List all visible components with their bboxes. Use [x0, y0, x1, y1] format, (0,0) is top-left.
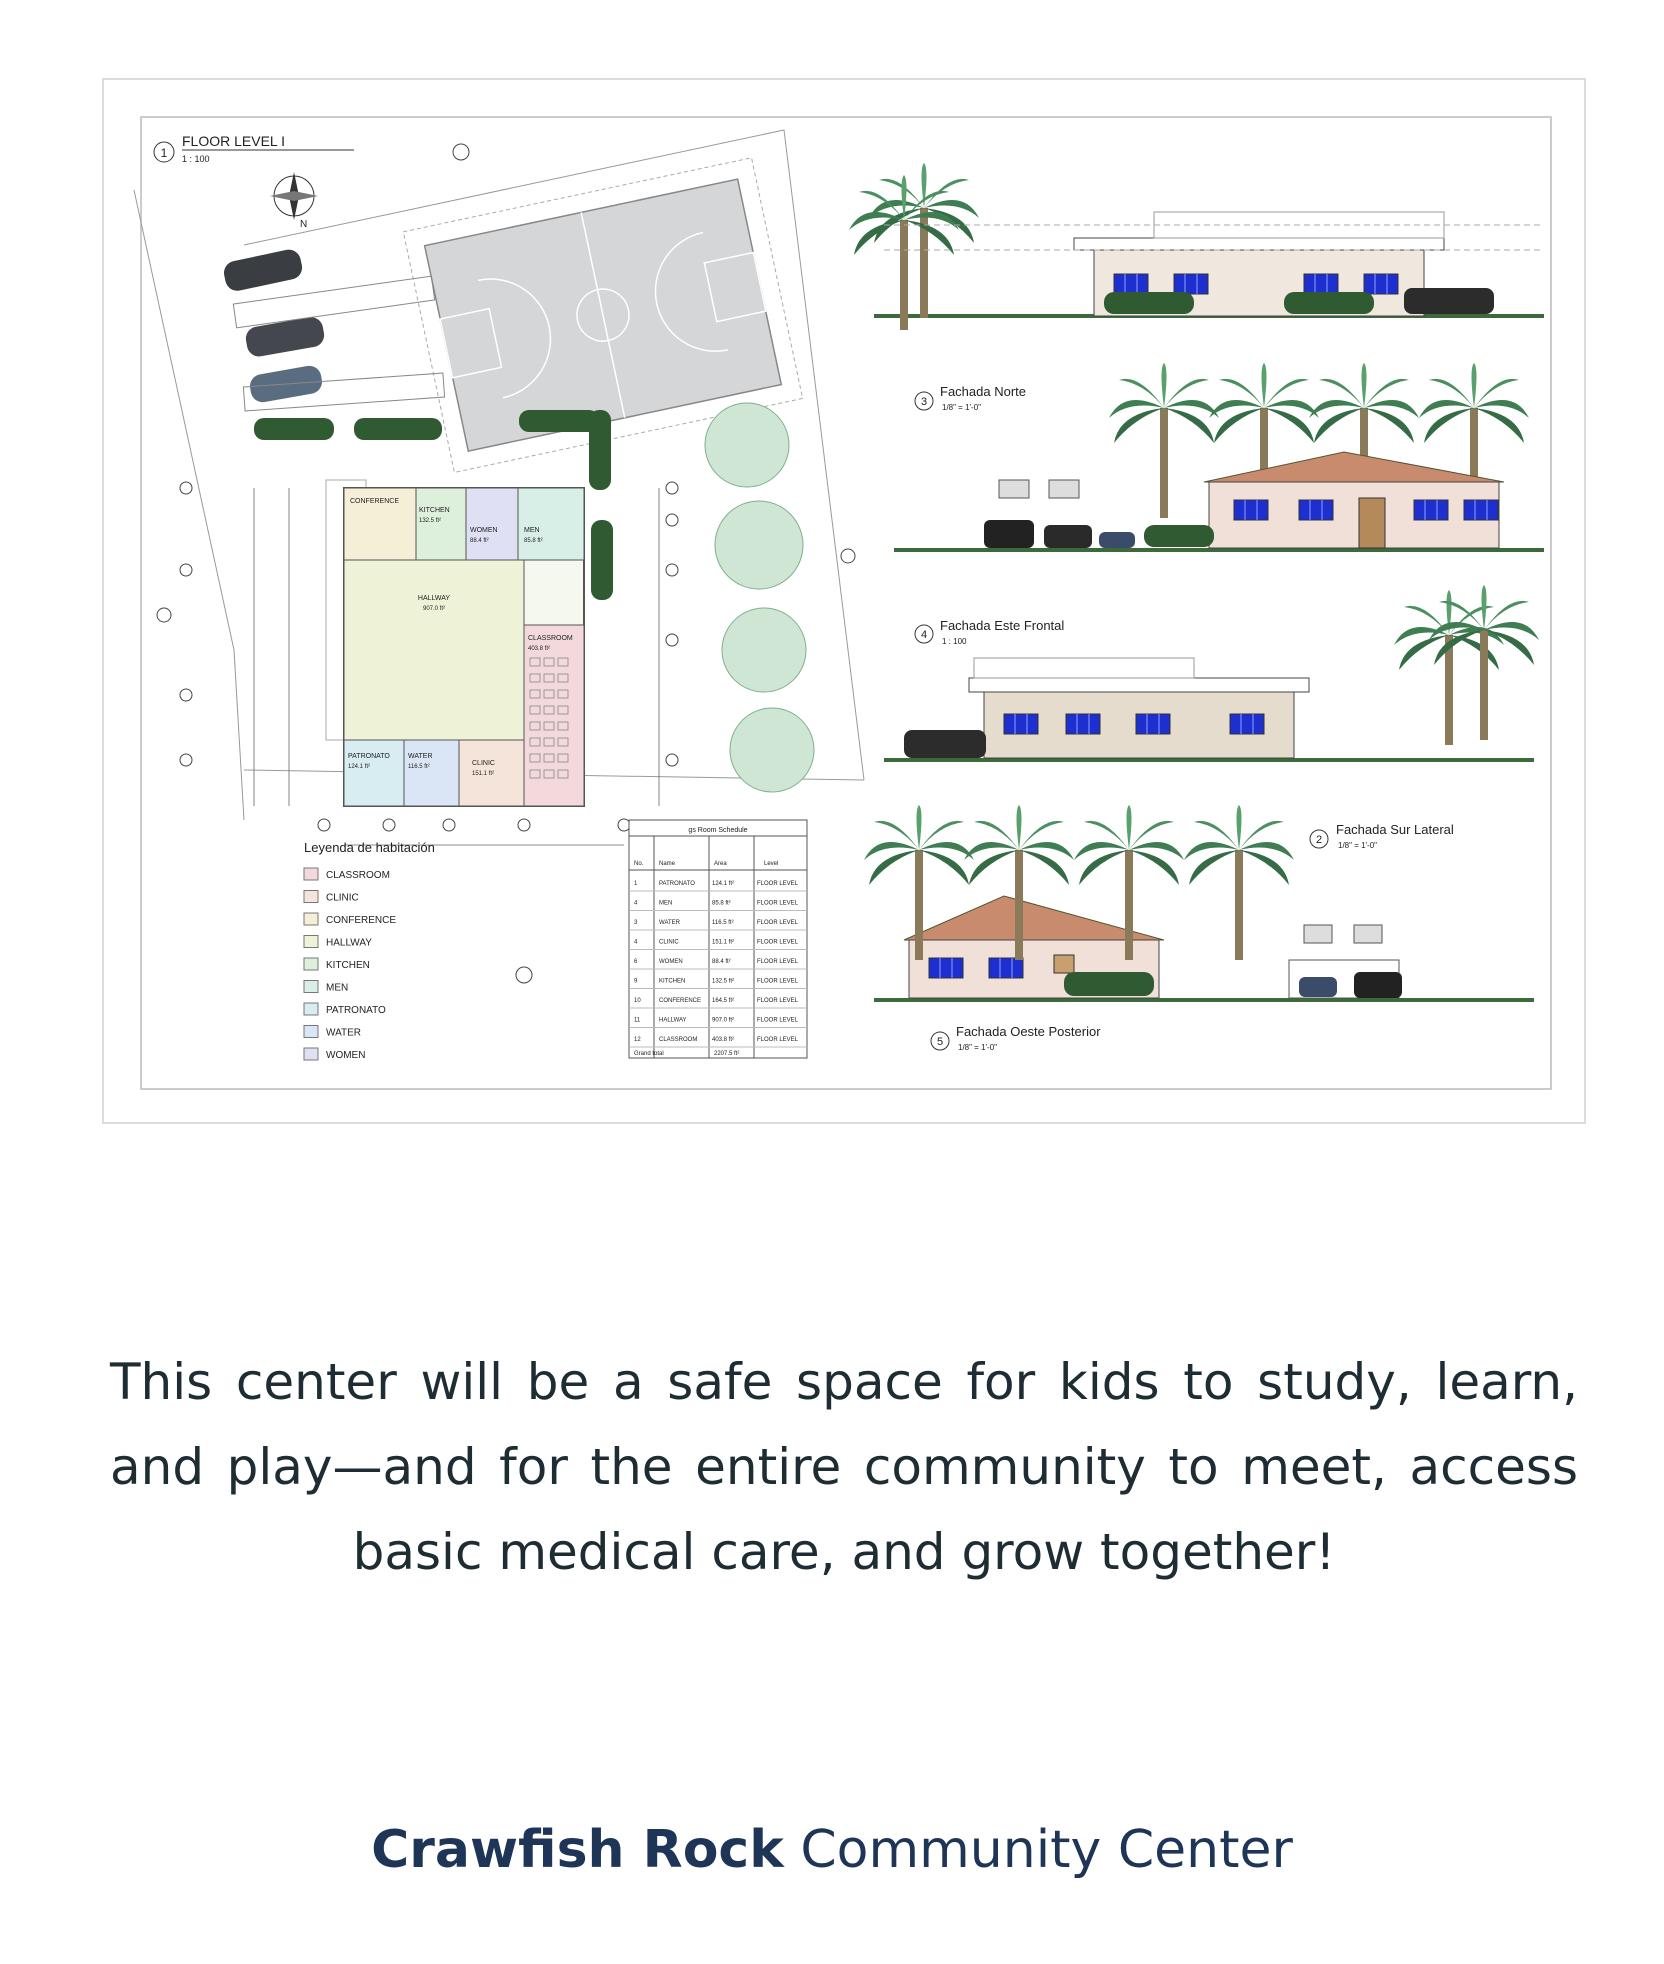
legend-swatch	[304, 913, 318, 925]
legend-label: KITCHEN	[326, 960, 370, 971]
plan-number: 1	[160, 146, 168, 160]
legend-swatch	[304, 868, 318, 880]
schedule-cell: 164.5 ft²	[712, 998, 735, 1004]
schedule-cell: 88.4 ft²	[712, 959, 731, 965]
svg-text:132.5 ft²: 132.5 ft²	[419, 518, 442, 524]
legend-swatch	[304, 981, 318, 993]
schedule-cell: 403.8 ft²	[712, 1037, 735, 1043]
elevation-title-oeste: Fachada Oeste Posterior	[956, 1024, 1101, 1039]
schedule-cell: FLOOR LEVEL	[757, 920, 799, 926]
svg-text:907.0 ft²: 907.0 ft²	[422, 606, 446, 612]
svg-text:124.1 ft²: 124.1 ft²	[348, 764, 371, 770]
room-men	[518, 488, 584, 560]
schedule-cell: KITCHEN	[659, 978, 686, 985]
north-label: N	[300, 219, 308, 230]
schedule-cell: 10	[634, 998, 641, 1004]
schedule-cell: 132.5 ft²	[712, 978, 735, 985]
schedule-cell: WOMEN	[659, 959, 683, 965]
schedule-cell: 4	[634, 900, 638, 907]
schedule-cell: MEN	[659, 900, 673, 907]
svg-text:PATRONATO: PATRONATO	[348, 753, 390, 760]
schedule-cell: FLOOR LEVEL	[757, 1017, 799, 1024]
svg-text:CONFERENCE: CONFERENCE	[350, 498, 400, 505]
legend-label: MEN	[326, 982, 349, 994]
schedule-title: gs Room Schedule	[688, 827, 748, 834]
schedule-cell: FLOOR LEVEL	[757, 998, 799, 1004]
schedule-cell: PATRONATO	[659, 881, 695, 887]
drawing-canvas	[104, 80, 1588, 1126]
schedule-cell: FLOOR LEVEL	[757, 881, 799, 887]
schedule-cell: 3	[634, 920, 638, 926]
schedule-total-value: 2207.5 ft²	[714, 1051, 740, 1057]
elevation-fachada-norte	[894, 363, 1544, 550]
legend-title: Leyenda de habitación	[304, 840, 435, 855]
elevation-title-este: Fachada Este Frontal	[940, 618, 1065, 633]
legend-swatch	[304, 891, 318, 903]
schedule-cell: 6	[634, 959, 638, 965]
schedule-cell: 4	[634, 939, 638, 946]
room-schedule-table	[629, 820, 807, 1058]
svg-text:3: 3	[920, 396, 928, 408]
svg-text:MEN: MEN	[524, 527, 540, 534]
svg-text:1 : 100: 1 : 100	[942, 637, 967, 646]
schedule-cell: FLOOR LEVEL	[757, 978, 799, 985]
room-patronato	[344, 740, 404, 806]
svg-text:Area: Area	[714, 861, 727, 867]
svg-text:WATER: WATER	[408, 753, 433, 760]
schedule-cell: FLOOR LEVEL	[757, 939, 799, 946]
room-kitchen	[416, 488, 466, 560]
svg-text:Level: Level	[764, 861, 779, 867]
svg-text:5: 5	[936, 1036, 944, 1048]
svg-text:HALLWAY: HALLWAY	[417, 595, 451, 602]
legend-swatch	[304, 936, 318, 948]
schedule-cell: 907.0 ft²	[712, 1017, 735, 1024]
svg-text:151.1 ft²: 151.1 ft²	[472, 771, 495, 777]
page-footer-title	[0, 1820, 1664, 1880]
svg-text:88.4 ft²: 88.4 ft²	[470, 538, 489, 544]
room-water	[404, 740, 459, 806]
floor-plan-title: FLOOR LEVEL I	[182, 133, 285, 149]
svg-text:Name: Name	[659, 861, 676, 867]
schedule-cell: 12	[634, 1037, 641, 1043]
svg-text:CLINIC: CLINIC	[472, 760, 495, 767]
legend-label: CLINIC	[326, 892, 359, 904]
svg-text:116.5 ft²: 116.5 ft²	[408, 764, 430, 770]
svg-text:403.8 ft²: 403.8 ft²	[528, 646, 551, 652]
floor-plan-scale: 1 : 100	[182, 154, 210, 164]
svg-text:KITCHEN: KITCHEN	[419, 507, 450, 514]
building-plan	[326, 480, 584, 806]
schedule-cell: HALLWAY	[659, 1017, 687, 1024]
schedule-cell: 116.5 ft²	[712, 920, 734, 926]
schedule-cell: 85.8 ft²	[712, 900, 731, 907]
mission-statement: This center will be a safe space for kids to study, learn, and play—and for the entire community to meet, access basic medical care, and grow together!	[110, 1353, 1578, 1581]
svg-text:1/8" = 1'-0": 1/8" = 1'-0"	[942, 403, 982, 412]
architectural-drawing-sheet	[102, 78, 1586, 1124]
elevation-1	[849, 163, 1544, 330]
elevation-fachada-oeste-label	[931, 1024, 1101, 1052]
schedule-cell: WATER	[659, 920, 680, 926]
schedule-cell: 151.1 ft²	[712, 939, 735, 946]
legend-swatch	[304, 958, 318, 970]
schedule-cell: 1	[634, 881, 638, 887]
elevation-title-sur: Fachada Sur Lateral	[1336, 822, 1454, 837]
legend-swatch	[304, 1003, 318, 1015]
schedule-cell: 9	[634, 978, 638, 985]
legend-label: CONFERENCE	[326, 915, 397, 926]
svg-text:WOMEN: WOMEN	[470, 527, 498, 534]
schedule-cell: FLOOR LEVEL	[757, 900, 799, 907]
room-hallway	[344, 560, 524, 740]
legend-swatch	[304, 1026, 318, 1038]
room-legend	[304, 840, 435, 1061]
legend-label: PATRONATO	[326, 1005, 386, 1016]
schedule-cell: FLOOR LEVEL	[757, 1037, 799, 1043]
footer-title-rest: Community Center	[783, 1820, 1293, 1880]
elevation-title-norte: Fachada Norte	[940, 384, 1026, 399]
svg-text:1/8" = 1'-0": 1/8" = 1'-0"	[958, 1043, 998, 1052]
room-women	[466, 488, 518, 560]
svg-text:4: 4	[920, 629, 928, 641]
schedule-cell: CLINIC	[659, 939, 679, 946]
schedule-cell: 11	[634, 1017, 641, 1024]
svg-text:85.8 ft²: 85.8 ft²	[524, 538, 543, 544]
schedule-total-label: Grand total	[634, 1051, 664, 1057]
schedule-cell: FLOOR LEVEL	[757, 959, 799, 965]
legend-label: WATER	[326, 1027, 361, 1039]
legend-swatch	[304, 1048, 318, 1060]
legend-label: WOMEN	[326, 1050, 366, 1061]
legend-label: CLASSROOM	[326, 870, 390, 881]
svg-text:No.: No.	[634, 861, 644, 867]
schedule-cell: CLASSROOM	[659, 1037, 698, 1043]
svg-text:CLASSROOM: CLASSROOM	[528, 635, 573, 642]
elevation-fachada-este	[884, 585, 1539, 760]
north-arrow-icon	[270, 172, 318, 230]
svg-text:2: 2	[1315, 834, 1323, 846]
schedule-cell: CONFERENCE	[659, 998, 702, 1004]
schedule-cell: 124.1 ft²	[712, 881, 735, 887]
elevation-fachada-sur	[864, 805, 1534, 1000]
parked-cars	[222, 247, 326, 404]
svg-text:1/8" = 1'-0": 1/8" = 1'-0"	[1338, 841, 1378, 850]
room-classroom	[524, 625, 584, 806]
site-trees	[705, 403, 814, 792]
footer-title-bold: Crawfish Rock	[371, 1820, 784, 1880]
legend-label: HALLWAY	[326, 937, 372, 949]
